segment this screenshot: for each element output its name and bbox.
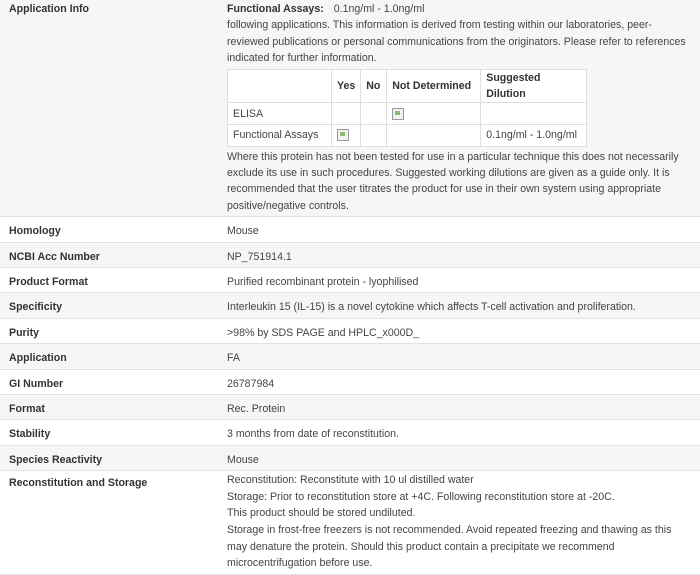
no-cell	[361, 103, 387, 125]
application-row-functional-assays	[228, 125, 587, 147]
applications-table	[227, 69, 587, 147]
no-cell	[361, 125, 387, 147]
row-homology	[0, 217, 700, 242]
row-reconstitution-storage	[0, 471, 700, 575]
reconstitution-content	[218, 471, 700, 575]
functional-assays-value: 0.1ng/ml - 1.0ng/ml	[333, 3, 425, 15]
row-value: Purified recombinant protein - lyophilised	[218, 268, 700, 293]
row-label: GI Number	[0, 369, 218, 394]
dilution-cell: 0.1ng/ml - 1.0ng/ml	[481, 125, 587, 147]
dilution-cell	[481, 103, 587, 125]
row-label: Product Format	[0, 268, 218, 293]
row-label: Reconstitution and Storage	[0, 471, 218, 575]
storage-line: Storage: Prior to reconstitution store at +4C. Following reconstitution store at -20C.	[227, 490, 615, 503]
row-label: Application Info	[0, 0, 218, 217]
row-product-format	[0, 268, 700, 293]
not-determined-cell	[387, 103, 481, 125]
row-label: Purity	[0, 318, 218, 343]
application-name: ELISA	[228, 103, 332, 125]
row-specificity	[0, 293, 700, 318]
row-format	[0, 394, 700, 419]
row-label: NCBI Acc Number	[0, 242, 218, 267]
row-species-reactivity	[0, 445, 700, 470]
row-label: Specificity	[0, 293, 218, 318]
application-intro-text: following applications. This information is derived from testing within our laboratories, peer-reviewed publications or personal communications from the originators. Please refer to references indicated for further information.	[227, 19, 686, 65]
row-value: Mouse	[218, 445, 700, 470]
functional-assays-label: Functional Assays:	[227, 3, 324, 15]
application-note-text: Where this protein has not been tested for use in a particular technique this does not necessarily exclude its use in such procedures. Suggested working dilutions are given as a guide only. It is recommended that the user titrates the product for use in their own system using appropriate positive/negative controls.	[227, 150, 679, 212]
header-not-determined: Not Determined	[387, 69, 481, 103]
row-value: 26787984	[218, 369, 700, 394]
row-label: Stability	[0, 420, 218, 445]
row-label: Application	[0, 344, 218, 369]
row-application-info	[0, 0, 700, 217]
yes-cell	[332, 125, 361, 147]
row-value: FA	[218, 344, 700, 369]
header-application	[228, 69, 332, 103]
row-ncbi-acc-number	[0, 242, 700, 267]
freezer-warning-line: Storage in frost-free freezers is not recommended. Avoid repeated freezing and thawing as this may denature the protein. Should this product contain a precipitate we recommend microcentrifugation before use.	[227, 523, 672, 570]
application-info-content	[218, 0, 700, 217]
row-label: Species Reactivity	[0, 445, 218, 470]
row-value: Mouse	[218, 217, 700, 242]
broken-image-icon	[337, 129, 349, 141]
header-yes: Yes	[332, 69, 361, 103]
row-purity	[0, 318, 700, 343]
row-value: >98% by SDS PAGE and HPLC_x000D_	[218, 318, 700, 343]
yes-cell	[332, 103, 361, 125]
row-value: Rec. Protein	[218, 394, 700, 419]
functional-assays-summary	[227, 1, 694, 17]
header-suggested-dilution: Suggested Dilution	[481, 69, 587, 103]
row-application	[0, 344, 700, 369]
undiluted-line: This product should be stored undiluted.	[227, 507, 416, 520]
row-label: Homology	[0, 217, 218, 242]
row-value: Interleukin 15 (IL-15) is a novel cytokine which affects T-cell activation and proliferation.	[218, 293, 700, 318]
reconstitution-line: Reconstitution: Reconstitute with 10 ul distilled water	[227, 474, 474, 487]
applications-header-row	[228, 69, 587, 103]
row-stability	[0, 420, 700, 445]
row-value: NP_751914.1	[218, 242, 700, 267]
not-determined-cell	[387, 125, 481, 147]
broken-image-icon	[392, 108, 404, 120]
row-value: 3 months from date of reconstitution.	[218, 420, 700, 445]
application-row-elisa	[228, 103, 587, 125]
row-label: Format	[0, 394, 218, 419]
header-no: No	[361, 69, 387, 103]
application-name: Functional Assays	[228, 125, 332, 147]
row-gi-number	[0, 369, 700, 394]
